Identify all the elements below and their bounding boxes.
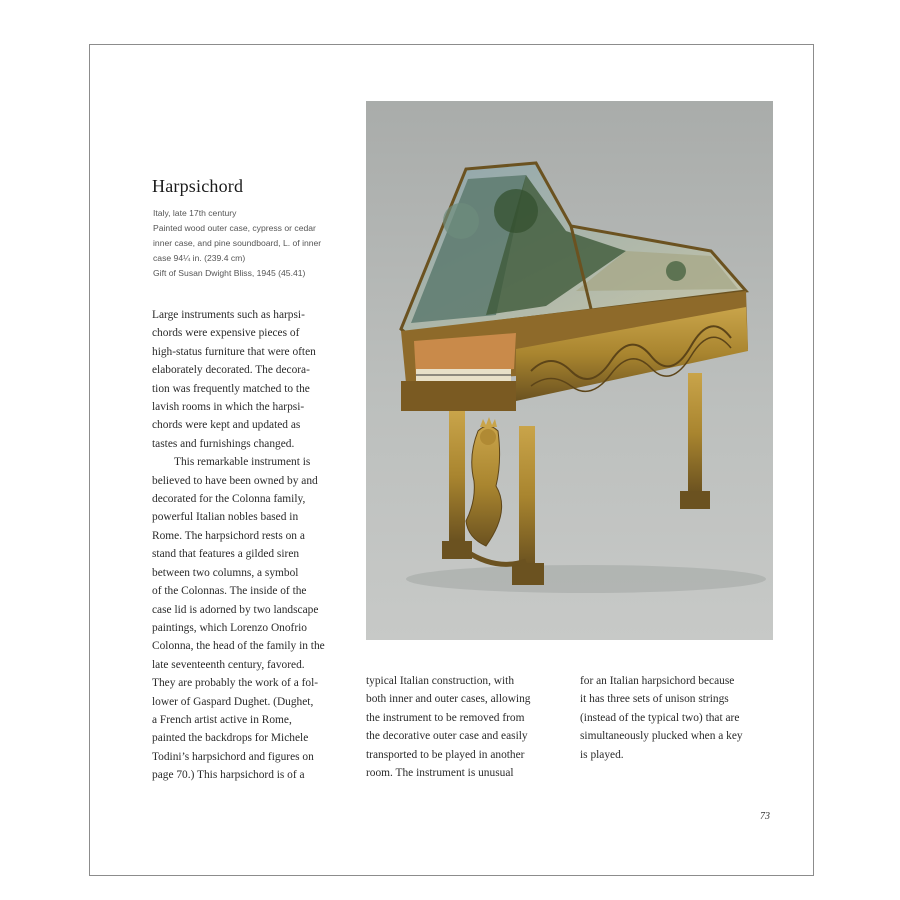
text-line: transported to be played in another (366, 748, 525, 761)
text-line: simultaneously plucked when a key (580, 730, 743, 743)
caption-line-origin: Italy, late 17th century (153, 208, 237, 218)
text-line: room. The instrument is unusual (366, 767, 514, 780)
text-line: Rome. The harpsichord rests on a (152, 529, 305, 542)
text-line: a French artist active in Rome, (152, 713, 292, 726)
text-line: decorated for the Colonna family, (152, 493, 306, 506)
harpsichord-illustration (366, 101, 773, 640)
text-line: lower of Gaspard Dughet. (Dughet, (152, 695, 314, 708)
text-line: tion was frequently matched to the (152, 382, 310, 395)
harpsichord-photo (366, 101, 773, 640)
caption-line-dimensions: case 94¼ in. (239.4 cm) (153, 253, 246, 263)
text-line: is played. (580, 748, 624, 761)
body-column-3 (580, 672, 743, 764)
caption-line-credit: Gift of Susan Dwight Bliss, 1945 (45.41) (153, 268, 306, 278)
page-number: 73 (760, 811, 770, 822)
text-line: between two columns, a symbol (152, 566, 299, 579)
text-line: powerful Italian nobles based in (152, 511, 299, 524)
text-line: for an Italian harpsichord because (580, 675, 735, 687)
entry-title: Harpsichord (152, 176, 244, 196)
text-line: high-status furniture that were often (152, 345, 316, 358)
text-line: lavish rooms in which the harpsi- (152, 401, 305, 414)
text-line: the decorative outer case and easily (366, 730, 528, 743)
text-line: believed to have been owned by and (152, 474, 318, 487)
text-line: tastes and furnishings changed. (152, 437, 295, 450)
text-line: (instead of the typical two) that are (580, 711, 740, 724)
body-column-2 (366, 672, 531, 782)
text-line: late seventeenth century, favored. (152, 658, 305, 671)
text-line: it has three sets of unison strings (580, 693, 729, 706)
entry-caption (153, 206, 353, 281)
text-line: Todini’s harpsichord and figures on (152, 750, 314, 763)
caption-line-materials-2: inner case, and pine soundboard, L. of inner (153, 238, 322, 248)
body-column-1 (152, 306, 325, 785)
text-line: of the Colonnas. The inside of the (152, 585, 307, 598)
text-line: Colonna, the head of the family in the (152, 640, 325, 653)
text-line: Large instruments such as harpsi- (152, 309, 305, 321)
text-line: elaborately decorated. The decora- (152, 364, 310, 377)
text-line: both inner and outer cases, allowing (366, 693, 531, 706)
caption-line-materials-1: Painted wood outer case, cypress or cedar (153, 223, 316, 233)
text-line: typical Italian construction, with (366, 675, 515, 687)
text-line: chords were kept and updated as (152, 419, 301, 432)
text-line: They are probably the work of a fol- (152, 677, 319, 690)
text-line: paintings, which Lorenzo Onofrio (152, 621, 308, 634)
text-line: stand that features a gilded siren (152, 548, 300, 561)
text-line: painted the backdrops for Michele (152, 732, 309, 745)
text-line: This remarkable instrument is (174, 456, 311, 469)
text-line: chords were expensive pieces of (152, 327, 300, 340)
text-line: page 70.) This harpsichord is of a (152, 769, 305, 782)
text-line: the instrument to be removed from (366, 711, 525, 724)
text-line: case lid is adorned by two landscape (152, 603, 319, 616)
